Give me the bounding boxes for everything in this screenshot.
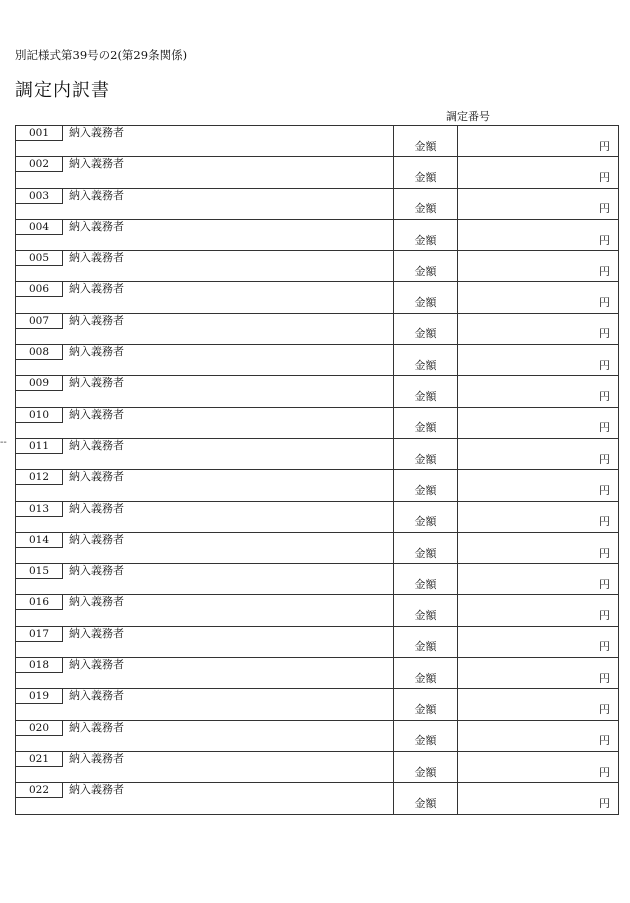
table-row bbox=[16, 564, 619, 595]
payer-cell[interactable] bbox=[16, 313, 394, 344]
amount-label-cell bbox=[394, 783, 458, 814]
amount-label-cell bbox=[394, 532, 458, 563]
amount-field[interactable] bbox=[458, 470, 619, 501]
table-row bbox=[16, 126, 619, 157]
yen-unit: 円 bbox=[599, 390, 610, 404]
table-row bbox=[16, 532, 619, 563]
amount-field[interactable] bbox=[458, 219, 619, 250]
row-number: 006 bbox=[16, 282, 63, 297]
table-row bbox=[16, 470, 619, 501]
yen-unit: 円 bbox=[599, 546, 610, 560]
row-number: 013 bbox=[16, 502, 63, 517]
payer-label: 納入義務者 bbox=[69, 219, 124, 233]
amount-field[interactable] bbox=[458, 626, 619, 657]
yen-unit: 円 bbox=[599, 734, 610, 748]
row-number: 004 bbox=[16, 220, 63, 235]
amount-field[interactable] bbox=[458, 345, 619, 376]
payer-label: 納入義務者 bbox=[69, 470, 124, 484]
yen-unit: 円 bbox=[599, 515, 610, 529]
table-row bbox=[16, 720, 619, 751]
amount-label-cell bbox=[394, 595, 458, 626]
amount-label-cell bbox=[394, 626, 458, 657]
payer-label: 納入義務者 bbox=[69, 251, 124, 265]
payer-cell[interactable] bbox=[16, 689, 394, 720]
amount-label: 金額 bbox=[414, 546, 437, 560]
payer-label: 納入義務者 bbox=[69, 157, 124, 171]
row-number: 001 bbox=[16, 126, 63, 141]
yen-unit: 円 bbox=[599, 202, 610, 216]
amount-field[interactable] bbox=[458, 783, 619, 814]
row-number: 019 bbox=[16, 689, 63, 704]
table-row bbox=[16, 626, 619, 657]
payer-label: 納入義務者 bbox=[69, 532, 124, 546]
amount-label-cell bbox=[394, 470, 458, 501]
payer-cell[interactable] bbox=[16, 783, 394, 814]
payer-label: 納入義務者 bbox=[69, 501, 124, 515]
amount-label: 金額 bbox=[414, 390, 437, 404]
yen-unit: 円 bbox=[599, 796, 610, 810]
breakdown-table bbox=[15, 125, 619, 815]
table-row bbox=[16, 376, 619, 407]
amount-label-cell bbox=[394, 438, 458, 469]
amount-label-cell bbox=[394, 501, 458, 532]
row-number: 010 bbox=[16, 408, 63, 423]
amount-label: 金額 bbox=[414, 296, 437, 310]
payer-cell[interactable] bbox=[16, 720, 394, 751]
row-number: 009 bbox=[16, 376, 63, 391]
form-reference-note: 別記様式第39号の2(第29条関係) bbox=[15, 48, 188, 62]
row-number: 014 bbox=[16, 533, 63, 548]
yen-unit: 円 bbox=[599, 264, 610, 278]
amount-label: 金額 bbox=[414, 139, 437, 153]
amount-label: 金額 bbox=[414, 452, 437, 466]
payer-cell[interactable] bbox=[16, 157, 394, 188]
payer-cell[interactable] bbox=[16, 345, 394, 376]
payer-cell[interactable] bbox=[16, 219, 394, 250]
amount-label-cell bbox=[394, 251, 458, 282]
amount-label-cell bbox=[394, 658, 458, 689]
payer-cell[interactable] bbox=[16, 658, 394, 689]
yen-unit: 円 bbox=[599, 702, 610, 716]
row-number: 012 bbox=[16, 470, 63, 485]
amount-label-cell bbox=[394, 282, 458, 313]
table-row bbox=[16, 345, 619, 376]
payer-cell[interactable] bbox=[16, 126, 394, 157]
table-row bbox=[16, 658, 619, 689]
amount-label: 金額 bbox=[414, 796, 437, 810]
amount-label-cell bbox=[394, 313, 458, 344]
table-row bbox=[16, 501, 619, 532]
table-row bbox=[16, 689, 619, 720]
payer-label: 納入義務者 bbox=[69, 626, 124, 640]
amount-field[interactable] bbox=[458, 282, 619, 313]
payer-cell[interactable] bbox=[16, 376, 394, 407]
amount-label: 金額 bbox=[414, 734, 437, 748]
row-number: 022 bbox=[16, 783, 63, 798]
amount-label: 金額 bbox=[414, 640, 437, 654]
yen-unit: 円 bbox=[599, 327, 610, 341]
payer-label: 納入義務者 bbox=[69, 720, 124, 734]
payer-label: 納入義務者 bbox=[69, 438, 124, 452]
amount-label-cell bbox=[394, 157, 458, 188]
payer-label: 納入義務者 bbox=[69, 313, 124, 327]
payer-label: 納入義務者 bbox=[69, 689, 124, 703]
payer-label: 納入義務者 bbox=[69, 658, 124, 672]
row-number: 016 bbox=[16, 595, 63, 610]
amount-label: 金額 bbox=[414, 421, 437, 435]
amount-label: 金額 bbox=[414, 577, 437, 591]
payer-label: 納入義務者 bbox=[69, 376, 124, 390]
payer-cell[interactable] bbox=[16, 751, 394, 782]
payer-cell[interactable] bbox=[16, 626, 394, 657]
payer-label: 納入義務者 bbox=[69, 282, 124, 296]
yen-unit: 円 bbox=[599, 421, 610, 435]
amount-label-cell bbox=[394, 720, 458, 751]
assessment-number-label: 調定番号 bbox=[446, 110, 490, 123]
amount-field[interactable] bbox=[458, 689, 619, 720]
yen-unit: 円 bbox=[599, 765, 610, 779]
row-number: 011 bbox=[16, 439, 63, 454]
amount-label-cell bbox=[394, 376, 458, 407]
amount-field[interactable] bbox=[458, 658, 619, 689]
payer-cell[interactable] bbox=[16, 282, 394, 313]
row-number: 008 bbox=[16, 345, 63, 360]
yen-unit: 円 bbox=[599, 640, 610, 654]
yen-unit: 円 bbox=[599, 358, 610, 372]
amount-field[interactable] bbox=[458, 751, 619, 782]
yen-unit: 円 bbox=[599, 577, 610, 591]
amount-label-cell bbox=[394, 219, 458, 250]
amount-field[interactable] bbox=[458, 595, 619, 626]
amount-label-cell bbox=[394, 345, 458, 376]
margin-mark: -- bbox=[0, 437, 7, 448]
amount-label-cell bbox=[394, 188, 458, 219]
yen-unit: 円 bbox=[599, 483, 610, 497]
table-row bbox=[16, 157, 619, 188]
amount-field[interactable] bbox=[458, 157, 619, 188]
payer-cell[interactable] bbox=[16, 595, 394, 626]
payer-cell[interactable] bbox=[16, 501, 394, 532]
row-number: 015 bbox=[16, 564, 63, 579]
amount-label-cell bbox=[394, 126, 458, 157]
amount-label: 金額 bbox=[414, 170, 437, 184]
payer-cell[interactable] bbox=[16, 188, 394, 219]
payer-cell[interactable] bbox=[16, 251, 394, 282]
table-row bbox=[16, 595, 619, 626]
payer-label: 納入義務者 bbox=[69, 126, 124, 139]
table-row bbox=[16, 188, 619, 219]
amount-field[interactable] bbox=[458, 251, 619, 282]
row-number: 017 bbox=[16, 627, 63, 642]
amount-label-cell bbox=[394, 564, 458, 595]
payer-label: 納入義務者 bbox=[69, 564, 124, 578]
payer-cell[interactable] bbox=[16, 470, 394, 501]
amount-label-cell bbox=[394, 751, 458, 782]
amount-label: 金額 bbox=[414, 483, 437, 497]
amount-field[interactable] bbox=[458, 188, 619, 219]
payer-label: 納入義務者 bbox=[69, 188, 124, 202]
table-row bbox=[16, 251, 619, 282]
amount-label: 金額 bbox=[414, 202, 437, 216]
row-number: 007 bbox=[16, 314, 63, 329]
row-number: 018 bbox=[16, 658, 63, 673]
payer-label: 納入義務者 bbox=[69, 345, 124, 359]
yen-unit: 円 bbox=[599, 139, 610, 153]
row-number: 005 bbox=[16, 251, 63, 266]
payer-label: 納入義務者 bbox=[69, 407, 124, 421]
row-number: 003 bbox=[16, 189, 63, 204]
yen-unit: 円 bbox=[599, 296, 610, 310]
yen-unit: 円 bbox=[599, 452, 610, 466]
table-row bbox=[16, 282, 619, 313]
amount-field[interactable] bbox=[458, 532, 619, 563]
table-row bbox=[16, 438, 619, 469]
row-number: 021 bbox=[16, 752, 63, 767]
payer-cell[interactable] bbox=[16, 564, 394, 595]
payer-label: 納入義務者 bbox=[69, 751, 124, 765]
yen-unit: 円 bbox=[599, 233, 610, 247]
yen-unit: 円 bbox=[599, 170, 610, 184]
page-title: 調定内訳書 bbox=[15, 80, 110, 101]
payer-cell[interactable] bbox=[16, 407, 394, 438]
amount-field[interactable] bbox=[458, 126, 619, 157]
payer-label: 納入義務者 bbox=[69, 783, 124, 797]
table-row bbox=[16, 219, 619, 250]
table-row bbox=[16, 407, 619, 438]
amount-label: 金額 bbox=[414, 702, 437, 716]
amount-field[interactable] bbox=[458, 376, 619, 407]
amount-field[interactable] bbox=[458, 407, 619, 438]
amount-label-cell bbox=[394, 689, 458, 720]
row-number: 020 bbox=[16, 721, 63, 736]
amount-label: 金額 bbox=[414, 765, 437, 779]
amount-label: 金額 bbox=[414, 358, 437, 372]
amount-field[interactable] bbox=[458, 313, 619, 344]
yen-unit: 円 bbox=[599, 671, 610, 685]
row-number: 002 bbox=[16, 157, 63, 172]
amount-label: 金額 bbox=[414, 671, 437, 685]
amount-label: 金額 bbox=[414, 264, 437, 278]
amount-label: 金額 bbox=[414, 515, 437, 529]
amount-label: 金額 bbox=[414, 233, 437, 247]
yen-unit: 円 bbox=[599, 609, 610, 623]
payer-cell[interactable] bbox=[16, 532, 394, 563]
amount-label-cell bbox=[394, 407, 458, 438]
payer-cell[interactable] bbox=[16, 438, 394, 469]
amount-field[interactable] bbox=[458, 720, 619, 751]
amount-label: 金額 bbox=[414, 327, 437, 341]
amount-field[interactable] bbox=[458, 564, 619, 595]
table-row bbox=[16, 751, 619, 782]
amount-field[interactable] bbox=[458, 438, 619, 469]
amount-label: 金額 bbox=[414, 609, 437, 623]
table-row bbox=[16, 783, 619, 814]
table-row bbox=[16, 313, 619, 344]
amount-field[interactable] bbox=[458, 501, 619, 532]
payer-label: 納入義務者 bbox=[69, 595, 124, 609]
